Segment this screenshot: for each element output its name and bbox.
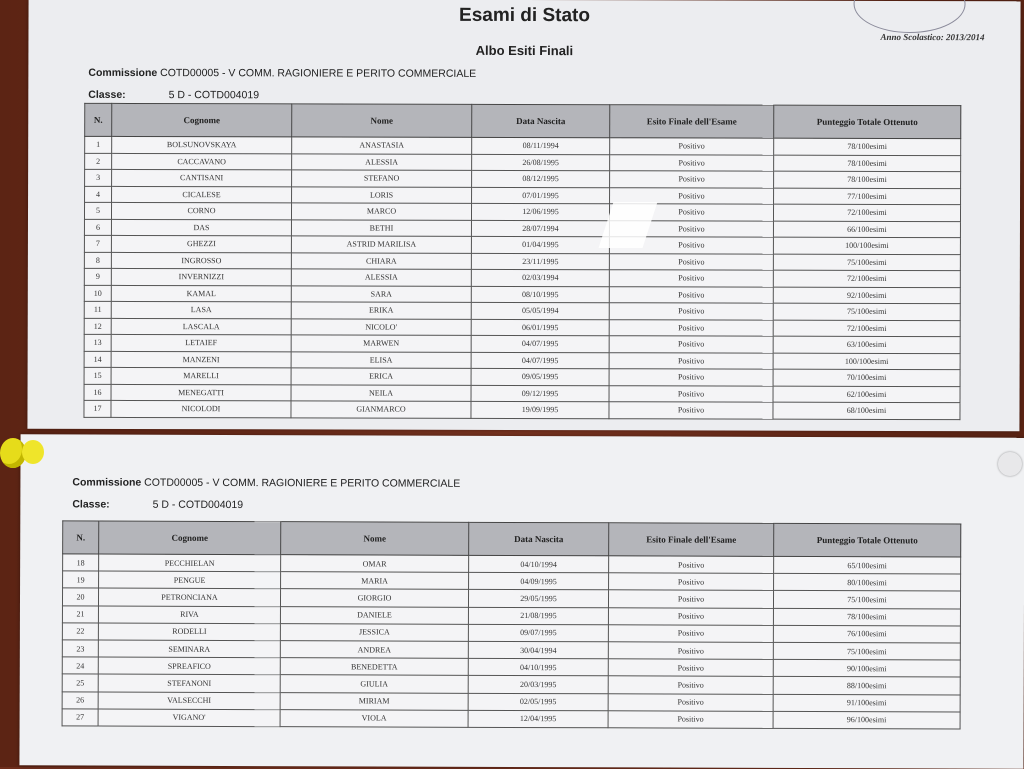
col-birthdate-cell: 06/01/1995: [471, 319, 609, 336]
col-number-cell: 27: [62, 709, 98, 726]
col-name-cell: GIORGIO: [280, 589, 468, 607]
col-number-cell: 14: [84, 351, 111, 368]
col-result-cell: Positivo: [610, 138, 774, 155]
col-name-cell: JESSICA: [280, 623, 468, 641]
col-number-cell: 2: [85, 153, 112, 170]
col-result-cell: Positivo: [608, 693, 773, 711]
col-birthdate-cell: 29/05/1995: [468, 590, 608, 608]
col-surname-cell: VALSECCHI: [98, 692, 280, 710]
col-name-cell: VIOLA: [280, 709, 468, 727]
col-birthdate-cell: 09/05/1995: [471, 368, 609, 385]
class-line: [88, 89, 259, 101]
col-result-cell: Positivo: [609, 336, 773, 353]
col-name-cell: GIANMARCO: [291, 401, 471, 418]
col-result-cell: Positivo: [610, 154, 774, 171]
col-birthdate-cell: 23/11/1995: [471, 253, 609, 270]
col-birthdate-cell: 04/07/1995: [471, 335, 609, 352]
col-result-cell: Positivo: [608, 607, 773, 625]
col-result-cell: Positivo: [609, 385, 773, 402]
col-birthdate-cell: 08/11/1994: [472, 137, 610, 154]
col-number-header: N.: [85, 103, 112, 136]
col-score-cell: 100/100esimi: [773, 237, 960, 254]
col-score-cell: 92/100esimi: [773, 287, 960, 304]
col-surname-cell: MENEGATTI: [111, 384, 291, 401]
col-name-cell: STEFANO: [292, 170, 472, 187]
results-table-1: [83, 103, 961, 420]
col-result-cell: Positivo: [609, 253, 773, 270]
col-score-cell: 96/100esimi: [773, 711, 960, 729]
col-birthdate-cell: 07/01/1995: [472, 187, 610, 204]
col-number-cell: 26: [62, 691, 98, 708]
col-birthdate-header: Data Nascita: [472, 104, 610, 137]
col-result-cell: Positivo: [608, 710, 773, 728]
col-score-cell: 75/100esimi: [773, 642, 960, 660]
col-name-cell: CHIARA: [291, 252, 471, 269]
table-row: [62, 709, 960, 729]
col-result-cell: Positivo: [609, 204, 773, 221]
col-score-cell: 78/100esimi: [774, 155, 961, 172]
col-birthdate-cell: 30/04/1994: [468, 641, 608, 659]
col-result-cell: Positivo: [609, 220, 773, 237]
col-surname-cell: BOLSUNOVSKAYA: [112, 136, 292, 153]
col-score-header: Punteggio Totale Ottenuto: [774, 523, 961, 557]
col-surname-cell: GHEZZI: [111, 235, 291, 252]
col-surname-cell: PECCHIELAN: [99, 554, 281, 572]
col-surname-cell: NICOLODI: [111, 400, 291, 417]
col-name-cell: GIULIA: [280, 675, 468, 693]
col-name-cell: ANDREA: [280, 641, 468, 659]
col-score-cell: 63/100esimi: [773, 336, 960, 353]
col-result-header: Esito Finale dell'Esame: [610, 105, 774, 138]
col-surname-cell: PETRONCIANA: [98, 588, 280, 606]
col-result-cell: Positivo: [609, 237, 773, 254]
white-pushpin: [998, 452, 1022, 476]
col-birthdate-header: Data Nascita: [469, 522, 609, 555]
col-surname-cell: RIVA: [98, 606, 280, 624]
col-number-cell: 12: [84, 318, 111, 335]
col-score-cell: 65/100esimi: [774, 556, 961, 574]
col-surname-header: Cognome: [112, 103, 292, 136]
col-result-cell: Positivo: [610, 171, 774, 188]
col-number-cell: 24: [62, 657, 98, 674]
yellow-pushpin: [22, 440, 44, 464]
col-birthdate-cell: 20/03/1995: [468, 676, 608, 694]
col-surname-cell: SEMINARA: [98, 640, 280, 658]
col-name-cell: LORIS: [292, 186, 472, 203]
col-number-cell: 17: [84, 400, 111, 417]
col-score-cell: 76/100esimi: [773, 625, 960, 643]
col-number-cell: 7: [84, 235, 111, 252]
col-number-cell: 18: [63, 554, 99, 571]
col-birthdate-cell: 09/12/1995: [471, 385, 609, 402]
col-result-cell: Positivo: [608, 625, 773, 643]
col-birthdate-cell: 01/04/1995: [471, 236, 609, 253]
col-surname-cell: STEFANONI: [98, 674, 280, 692]
col-score-cell: 88/100esimi: [773, 677, 960, 695]
col-name-header: Nome: [281, 522, 469, 556]
col-name-cell: ALESSIA: [292, 153, 472, 170]
page-subtitle: Albo Esiti Finali: [475, 42, 574, 59]
col-score-cell: 70/100esimi: [773, 369, 960, 386]
col-birthdate-cell: 08/10/1995: [471, 286, 609, 303]
col-number-cell: 25: [62, 674, 98, 691]
col-surname-cell: MANZENI: [111, 351, 291, 368]
col-score-cell: 91/100esimi: [773, 694, 960, 712]
col-number-cell: 8: [84, 252, 111, 269]
col-number-cell: 3: [85, 169, 112, 186]
col-score-header: Punteggio Totale Ottenuto: [774, 105, 961, 138]
class-label: Classe:: [88, 88, 126, 101]
commission-value: COTD00005 - V COMM. RAGIONIERE E PERITO COMMERCIALE: [144, 476, 461, 490]
col-name-cell: OMAR: [281, 555, 469, 573]
col-result-cell: Positivo: [609, 573, 774, 591]
col-surname-cell: CICALESE: [112, 186, 292, 203]
col-score-cell: 68/100esimi: [773, 402, 960, 419]
col-result-cell: Positivo: [609, 402, 773, 419]
col-score-cell: 72/100esimi: [773, 270, 960, 287]
col-number-cell: 22: [62, 623, 98, 640]
col-birthdate-cell: 04/07/1995: [471, 352, 609, 369]
col-number-cell: 9: [84, 268, 111, 285]
col-result-cell: Positivo: [609, 556, 774, 574]
col-score-cell: 62/100esimi: [773, 386, 960, 403]
col-result-cell: Positivo: [609, 319, 773, 336]
col-surname-cell: CACCAVANO: [112, 153, 292, 170]
col-birthdate-cell: 19/09/1995: [471, 401, 609, 418]
col-name-cell: MARCO: [291, 203, 471, 220]
col-score-cell: 77/100esimi: [774, 188, 961, 205]
col-surname-cell: LASCALA: [111, 318, 291, 335]
col-name-header: Nome: [292, 104, 472, 137]
results-sheet-page-2: [19, 434, 1024, 769]
col-result-cell: Positivo: [609, 286, 773, 303]
col-birthdate-cell: 04/10/1995: [468, 658, 608, 676]
col-result-cell: Positivo: [608, 676, 773, 694]
col-score-cell: 78/100esimi: [774, 138, 961, 155]
col-name-cell: ANASTASIA: [292, 137, 472, 154]
col-surname-cell: LETAIEF: [111, 334, 291, 351]
page-title: Esami di Stato: [459, 4, 591, 27]
col-birthdate-cell: 02/03/1994: [471, 269, 609, 286]
class-label: Classe:: [72, 498, 110, 511]
col-name-cell: ERICA: [291, 368, 471, 385]
col-name-cell: ALESSIA: [291, 269, 471, 286]
col-name-cell: NICOLO': [291, 318, 471, 335]
col-result-cell: Positivo: [609, 303, 773, 320]
col-birthdate-cell: 04/10/1994: [469, 555, 609, 573]
col-surname-cell: PENGUE: [99, 571, 281, 589]
col-score-cell: 75/100esimi: [773, 254, 960, 271]
col-surname-cell: INVERNIZZI: [111, 268, 291, 285]
commission-label: Commissione: [72, 476, 142, 489]
col-score-cell: 80/100esimi: [774, 574, 961, 592]
col-surname-cell: KAMAL: [111, 285, 291, 302]
col-surname-header: Cognome: [99, 521, 281, 555]
commission-label: Commissione: [88, 66, 158, 80]
col-name-cell: BETHI: [291, 219, 471, 236]
col-name-cell: MARIA: [281, 572, 469, 590]
col-name-cell: ASTRID MARILISA: [291, 236, 471, 253]
col-surname-cell: VIGANO': [98, 709, 280, 727]
col-score-cell: 66/100esimi: [773, 221, 960, 238]
col-result-cell: Positivo: [609, 270, 773, 287]
col-surname-cell: CORNO: [111, 202, 291, 219]
col-number-cell: 6: [84, 219, 111, 236]
col-surname-cell: LASA: [111, 301, 291, 318]
col-result-cell: Positivo: [609, 369, 773, 386]
col-birthdate-cell: 12/06/1995: [471, 203, 609, 220]
header-row: [85, 103, 961, 138]
col-name-cell: DANIELE: [280, 606, 468, 624]
col-name-cell: SARA: [291, 285, 471, 302]
results-sheet-page-1: [27, 0, 1020, 431]
col-surname-cell: DAS: [111, 219, 291, 236]
col-score-cell: 75/100esimi: [773, 591, 960, 609]
col-number-cell: 19: [63, 571, 99, 588]
col-birthdate-cell: 28/07/1994: [471, 220, 609, 237]
col-surname-cell: INGROSSO: [111, 252, 291, 269]
col-number-cell: 20: [62, 588, 98, 605]
class-value: 5 D - COTD004019: [168, 89, 260, 102]
col-name-cell: MIRIAM: [280, 692, 468, 710]
table-row: [84, 400, 960, 419]
col-birthdate-cell: 26/08/1995: [472, 154, 610, 171]
col-number-cell: 13: [84, 334, 111, 351]
col-number-cell: 11: [84, 301, 111, 318]
col-result-cell: Positivo: [610, 187, 774, 204]
col-name-cell: ERIKA: [291, 302, 471, 319]
col-result-cell: Positivo: [608, 642, 773, 660]
col-birthdate-cell: 05/05/1994: [471, 302, 609, 319]
col-number-cell: 1: [85, 136, 112, 153]
class-line: [72, 498, 243, 511]
commission-value: COTD00005 - V COMM. RAGIONIERE E PERITO COMMERCIALE: [160, 67, 477, 80]
col-birthdate-cell: 04/09/1995: [469, 573, 609, 591]
col-number-cell: 4: [85, 186, 112, 203]
col-number-cell: 16: [84, 384, 111, 401]
school-year: Anno Scolastico: 2013/2014: [880, 31, 985, 43]
col-result-cell: Positivo: [609, 352, 773, 369]
col-number-cell: 10: [84, 285, 111, 302]
col-name-cell: ELISA: [291, 351, 471, 368]
col-name-cell: BENEDETTA: [280, 658, 468, 676]
commission-line: [88, 67, 476, 80]
col-score-cell: 90/100esimi: [773, 660, 960, 678]
commission-line: [72, 476, 460, 489]
col-score-cell: 72/100esimi: [773, 320, 960, 337]
col-result-cell: Positivo: [608, 590, 773, 608]
col-result-cell: Positivo: [608, 659, 773, 677]
header-row: [63, 521, 961, 557]
col-surname-cell: RODELLI: [98, 623, 280, 641]
col-number-cell: 5: [84, 202, 111, 219]
col-score-cell: 72/100esimi: [773, 204, 960, 221]
col-name-cell: MARWEN: [291, 335, 471, 352]
col-score-cell: 75/100esimi: [773, 303, 960, 320]
class-value: 5 D - COTD004019: [152, 498, 244, 512]
col-birthdate-cell: 09/07/1995: [468, 624, 608, 642]
col-birthdate-cell: 08/12/1995: [472, 170, 610, 187]
col-surname-cell: CANTISANI: [112, 169, 292, 186]
col-number-header: N.: [63, 521, 99, 554]
col-result-header: Esito Finale dell'Esame: [609, 523, 774, 557]
col-score-cell: 100/100esimi: [773, 353, 960, 370]
col-surname-cell: SPREAFICO: [98, 657, 280, 675]
col-score-cell: 78/100esimi: [774, 171, 961, 188]
col-birthdate-cell: 12/04/1995: [468, 710, 608, 728]
col-birthdate-cell: 21/08/1995: [468, 607, 608, 625]
col-number-cell: 23: [62, 640, 98, 657]
col-number-cell: 15: [84, 367, 111, 384]
col-score-cell: 78/100esimi: [773, 608, 960, 626]
results-table-2: [62, 520, 962, 729]
col-number-cell: 21: [62, 605, 98, 622]
col-name-cell: NEILA: [291, 384, 471, 401]
col-surname-cell: MARELLI: [111, 367, 291, 384]
col-birthdate-cell: 02/05/1995: [468, 693, 608, 711]
